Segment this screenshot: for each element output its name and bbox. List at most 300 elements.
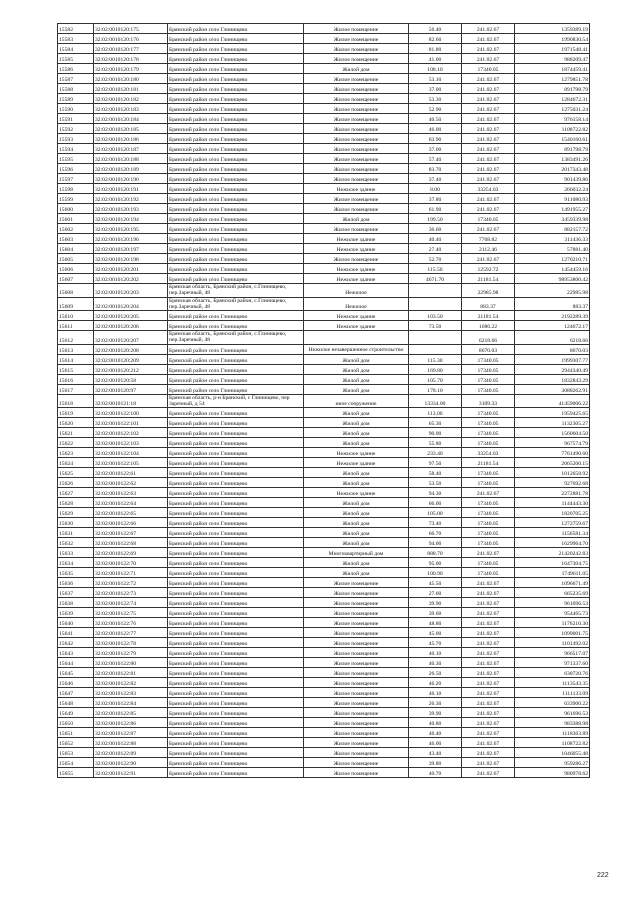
area: 26.30 [409,698,462,708]
area: 82.60 [409,34,462,44]
address: Брянский район село Глинищево [168,738,304,748]
cadastral-value: 1284672.31 [515,94,590,104]
address: Брянский район село Глинищево [168,24,304,34]
unit-rate: 241.02.67 [462,698,515,708]
cadastral-number: 32:02:0010122:79 [94,648,168,658]
table-row [58,458,590,468]
cadastral-number: 32:02:0010122:75 [94,608,168,618]
unit-rate: 241.02.67 [462,738,515,748]
row-number: 15603 [58,234,94,244]
cadastral-number: 32:02:0010122:101 [94,418,168,428]
cadastral-number: 32:02:0010122:88 [94,738,168,748]
table-row [58,264,590,274]
cadastral-value: 266032.24 [515,184,590,194]
unit-rate: 17340.05 [462,468,515,478]
cadastral-value: 1275031.24 [515,104,590,114]
cadastral-value: 41459006.22 [515,394,590,408]
address: Брянский район село Глинищево [168,508,304,518]
unit-rate: 8670.03 [462,344,515,354]
row-number: 15635 [58,568,94,578]
area: 40.40 [409,234,462,244]
table-row [58,568,590,578]
row-number: 15652 [58,738,94,748]
table-row [58,194,590,204]
unit-rate: 17340.05 [462,558,515,568]
cadastral-value: 959286.27 [515,758,590,768]
cadastral-number: 32:02:0010122:65 [94,508,168,518]
object-type: Жилой дом [304,558,409,568]
area: 113.00 [409,408,462,418]
row-number: 15601 [58,214,94,224]
row-number: 15613 [58,344,94,354]
address: Брянский район село Глинищево [168,114,304,124]
object-type: Жилое помещение [304,44,409,54]
object-type: Жилой дом [304,478,409,488]
table-row [58,518,590,528]
address: Брянский район село Глинищево [168,688,304,698]
area: 48.80 [409,618,462,628]
row-number: 15623 [58,448,94,458]
row-number: 15633 [58,548,94,558]
unit-rate: 1686.22 [462,321,515,331]
table-row [58,354,590,364]
cadastral-number: 32:02:0010120:190 [94,174,168,184]
cadastral-number: 32:02:0010122:100 [94,408,168,418]
area: 83.70 [409,164,462,174]
address: Брянский район село Глинищево [168,364,304,374]
object-type: Жилой дом [304,374,409,384]
table-row [58,408,590,418]
cadastral-number: 32:02:0010122:70 [94,558,168,568]
cadastral-value: 2065200.15 [515,458,590,468]
area [409,331,462,345]
cadastral-number: 32:02:0010121:18 [94,394,168,408]
table-row [58,668,590,678]
table-row [58,488,590,498]
address: Брянский район село Глинищево [168,274,304,284]
unit-rate: 241.02.67 [462,144,515,154]
unit-rate: 241.02.67 [462,668,515,678]
cadastral-value: 1111133.09 [515,688,590,698]
object-type: Жилое помещение [304,678,409,688]
cadastral-value: 1046055.48 [515,748,590,758]
row-number: 15594 [58,144,94,154]
table-row [58,758,590,768]
unit-rate: 17340.05 [462,214,515,224]
cadastral-value: 882157.72 [515,224,590,234]
unit-rate: 241.02.67 [462,204,515,214]
unit-rate: 241.02.67 [462,488,515,498]
table-row [58,608,590,618]
object-type: Многоквартирный дом [304,548,409,558]
unit-rate: 17340.05 [462,384,515,394]
cadastral-value: 961696.53 [515,598,590,608]
area: 52.90 [409,104,462,114]
unit-rate: 241.02.67 [462,608,515,618]
address: Брянская область, Брянский район, с.Глинищево, пер.Заречный, 48 [168,297,304,311]
area: 108.10 [409,64,462,74]
row-number: 15638 [58,598,94,608]
row-number: 15607 [58,274,94,284]
area: 94.30 [409,488,462,498]
row-number: 15614 [58,354,94,364]
address: Брянский район село Глинищево [168,528,304,538]
cadastral-value: 1540160.61 [515,134,590,144]
area: 90.00 [409,428,462,438]
row-number: 15650 [58,718,94,728]
cadastral-number: 32:02:0010120:97 [94,384,168,394]
unit-rate: 241.02.67 [462,194,515,204]
address: Брянский район село Глинищево [168,768,304,778]
cadastral-value: 1279851.78 [515,74,590,84]
row-number: 15597 [58,174,94,184]
address: Брянский район село Глинищево [168,408,304,418]
row-number: 15631 [58,528,94,538]
row-number: 15596 [58,164,94,174]
unit-rate: 12592.72 [462,264,515,274]
object-type [304,331,409,345]
cadastral-number: 32:02:0010122:66 [94,518,168,528]
address: Брянский район село Глинищево [168,518,304,528]
cadastral-value: 1629964.70 [515,538,590,548]
address: Брянский район село Глинищево [168,588,304,598]
row-number: 15585 [58,54,94,64]
object-type: Жилой дом [304,364,409,374]
unit-rate: 241.02.67 [462,54,515,64]
cadastral-value: 966517.07 [515,648,590,658]
row-number: 15588 [58,84,94,94]
cadastral-value: 1990830.54 [515,34,590,44]
area: 103.50 [409,311,462,321]
cadastral-number: 32:02:0010120:192 [94,194,168,204]
row-number: 15608 [58,284,94,298]
unit-rate: 17340.05 [462,528,515,538]
unit-rate: 241.02.67 [462,254,515,264]
cadastral-value: 633900.22 [515,698,590,708]
row-number: 15586 [58,64,94,74]
cadastral-value: 2944340.49 [515,364,590,374]
cadastral-value: 2192289.39 [515,311,590,321]
unit-rate: 241.02.67 [462,174,515,184]
cadastral-number: 32:02:0010120:185 [94,124,168,134]
object-type: Нежилое здание [304,321,409,331]
cadastral-value: 1491955.27 [515,204,590,214]
area: 40.30 [409,658,462,668]
address: Брянский район село Глинищево [168,64,304,74]
row-number: 15582 [58,24,94,34]
row-number: 15606 [58,264,94,274]
table-row [58,498,590,508]
cadastral-number: 32:02:0010120:212 [94,364,168,374]
address: Брянский район село Глинищево [168,164,304,174]
area: 66.00 [409,498,462,508]
address: Брянский район село Глинищево [168,478,304,488]
address: Брянский район село Глинищево [168,44,304,54]
area: 40.50 [409,114,462,124]
cadastral-number: 32:02:0010122:69 [94,548,168,558]
address: Брянский район село Глинищево [168,718,304,728]
row-number: 15654 [58,758,94,768]
area: 73.40 [409,518,462,528]
address: Брянский район село Глинищево [168,84,304,94]
area: 46.00 [409,738,462,748]
unit-rate: 17340.05 [462,374,515,384]
area: 8.00 [409,184,462,194]
area [409,297,462,311]
row-number: 15605 [58,254,94,264]
unit-rate: 21181.54 [462,274,515,284]
row-number: 15592 [58,124,94,134]
unit-rate: 17340.05 [462,64,515,74]
address: Брянский район село Глинищево [168,578,304,588]
object-type: Жилое помещение [304,738,409,748]
cadastral-number: 32:02:0010120:177 [94,44,168,54]
address: Брянский район село Глинищево [168,708,304,718]
object-type: Жилое помещение [304,114,409,124]
row-number: 15641 [58,628,94,638]
table-row [58,578,590,588]
cadastral-value: 98953800.42 [515,274,590,284]
cadastral-value: 1176210.30 [515,618,590,628]
cadastral-value: 2017343.48 [515,164,590,174]
cadastral-value: 1874459.41 [515,64,590,74]
object-type: Жилой дом [304,428,409,438]
cadastral-number: 32:02:0010122:74 [94,598,168,608]
row-number: 15651 [58,728,94,738]
address: Брянский район село Глинищево [168,758,304,768]
table-row [58,718,590,728]
cadastral-value: 1454459.16 [515,264,590,274]
unit-rate: 241.02.67 [462,588,515,598]
unit-rate: 241.02.67 [462,638,515,648]
address: Брянский район село Глинищево [168,74,304,84]
page-number: 222 [597,872,609,879]
cadastral-value: 1118363.89 [515,728,590,738]
row-number: 15636 [58,578,94,588]
cadastral-number: 32:02:0010120:208 [94,344,168,354]
object-type: Жилое помещение [304,204,409,214]
cadastral-value: 21420242.83 [515,548,590,558]
address: Брянский район село Глинищево [168,174,304,184]
unit-rate: 241.02.67 [462,758,515,768]
cadastral-value: 971337.60 [515,658,590,668]
row-number: 15649 [58,708,94,718]
address: Брянский район село Глинищево [168,104,304,114]
cadastral-number: 32:02:0010122:86 [94,718,168,728]
cadastral-number: 32:02:0010120:194 [94,214,168,224]
unit-rate: 17340.05 [462,364,515,374]
cadastral-number: 32:02:0010122:64 [94,498,168,508]
area: 40.70 [409,768,462,778]
cadastral-value: 1560604.50 [515,428,590,438]
cadastral-number: 32:02:0010122:67 [94,528,168,538]
cadastral-number: 32:02:0010120:202 [94,274,168,284]
unit-rate: 241.02.67 [462,84,515,94]
row-number: 15599 [58,194,94,204]
area: 95.00 [409,558,462,568]
cadastral-value: 1359389.19 [515,24,590,34]
row-number: 15583 [58,34,94,44]
area: 37.80 [409,194,462,204]
area: 888.70 [409,548,462,558]
object-type: Жилое помещение [304,34,409,44]
object-type: Нежилое незавершенное строительство [304,344,409,354]
cadastral-number: 32:02:0010120:188 [94,154,168,164]
object-type: Жилое помещение [304,718,409,728]
table-row [58,588,590,598]
object-type: Жилое помещение [304,758,409,768]
object-type: Нежилое здание [304,274,409,284]
address: Брянская область, р-н Брянский, с Глинищево, пер Заречный, д 54 [168,394,304,408]
object-type: Жилое помещение [304,648,409,658]
address: Брянский район село Глинищево [168,728,304,738]
cadastral-value: 911080.93 [515,194,590,204]
address: Брянский район село Глинищево [168,124,304,134]
row-number: 15610 [58,311,94,321]
unit-rate: 241.02.67 [462,688,515,698]
unit-rate: 17340.05 [462,498,515,508]
address: Брянский район село Глинищево [168,354,304,364]
table-row [58,214,590,224]
cadastral-number: 32:02:0010120:187 [94,144,168,154]
object-type: Жилое помещение [304,748,409,758]
unit-rate: 241.02.67 [462,154,515,164]
area: 27.60 [409,588,462,598]
address: Брянский район село Глинищево [168,428,304,438]
area: 37.00 [409,144,462,154]
object-type: Жилое помещение [304,54,409,64]
table-row [58,618,590,628]
cadastral-number: 32:02:0010122:78 [94,638,168,648]
cadastral-number: 32:02:0010122:104 [94,448,168,458]
address: Брянская область, Брянский район, с.Глинищево, пер.Заречный, 48 [168,284,304,298]
object-type: Жилое помещение [304,74,409,84]
cadastral-number: 32:02:0010122:85 [94,708,168,718]
table-row [58,24,590,34]
area: 37.00 [409,84,462,94]
table-row [58,74,590,84]
row-number: 15653 [58,748,94,758]
address: Брянский район село Глинищево [168,54,304,64]
table-row [58,284,590,298]
table-row [58,254,590,264]
cadastral-number: 32:02:0010122:89 [94,748,168,758]
cadastral-value: 980978.62 [515,768,590,778]
table-row [58,418,590,428]
row-number: 15643 [58,648,94,658]
cadastral-number: 32:02:0010122:77 [94,628,168,638]
area: 43.40 [409,748,462,758]
table-row [58,538,590,548]
table-row [58,94,590,104]
address: Брянский район село Глинищево [168,144,304,154]
address: Брянский район село Глинищево [168,94,304,104]
object-type: Жилое помещение [304,134,409,144]
object-type: иное сооружение [304,394,409,408]
object-type: Жилое помещение [304,254,409,264]
object-type: Жилое помещение [304,628,409,638]
area: 46.20 [409,678,462,688]
object-type: Жилое помещение [304,104,409,114]
row-number: 15604 [58,244,94,254]
row-number: 15612 [58,331,94,345]
area [409,284,462,298]
table-row [58,748,590,758]
object-type: Нежилое здание [304,244,409,254]
address: Брянский район село Глинищево [168,648,304,658]
cadastral-number: 32:02:0010120:182 [94,94,168,104]
cadastral-value: 1012658.92 [515,468,590,478]
object-type: Нежилое здание [304,458,409,468]
unit-rate: 241.02.67 [462,24,515,34]
unit-rate: 17340.05 [462,518,515,528]
unit-rate: 241.02.67 [462,648,515,658]
object-type: Жилое помещение [304,768,409,778]
cadastral-value: 1749611.05 [515,568,590,578]
cadastral-value: 3459339.98 [515,214,590,224]
table-row [58,598,590,608]
row-number: 15624 [58,458,94,468]
table-row [58,394,590,408]
cadastral-number: 32:02:0010122:72 [94,578,168,588]
row-number: 15591 [58,114,94,124]
unit-rate: 241.02.67 [462,134,515,144]
cadastral-value: 1832843.29 [515,374,590,384]
unit-rate: 33254.03 [462,448,515,458]
cadastral-value: 927692.68 [515,478,590,488]
table-row [58,384,590,394]
table-row [58,738,590,748]
table-row [58,428,590,438]
cadastral-value: 1959425.65 [515,408,590,418]
area: 26.50 [409,668,462,678]
table-row [58,154,590,164]
cadastral-value: 891798.79 [515,84,590,94]
row-number: 15646 [58,678,94,688]
object-type: Жилой дом [304,468,409,478]
unit-rate: 21181.54 [462,458,515,468]
cadastral-number: 32:02:0010120:205 [94,311,168,321]
object-type: Жилой дом [304,538,409,548]
unit-rate: 241.02.67 [462,708,515,718]
object-type: Жилое помещение [304,84,409,94]
unit-rate: 17340.05 [462,478,515,488]
cadastral-value: 891798.79 [515,144,590,154]
table-row [58,44,590,54]
area: 105.70 [409,374,462,384]
unit-rate: 241.02.67 [462,768,515,778]
object-type: Жилой дом [304,518,409,528]
object-type: Жилое помещение [304,688,409,698]
row-number: 15615 [58,364,94,374]
table-row [58,728,590,738]
unit-rate: 241.02.67 [462,578,515,588]
address: Брянский район село Глинищево [168,748,304,758]
unit-rate: 3109.33 [462,394,515,408]
cadastral-number: 32:02:0010122:102 [94,428,168,438]
object-type: Жилое помещение [304,588,409,598]
cadastral-value: 2272881.78 [515,488,590,498]
unit-rate: 241.02.67 [462,728,515,738]
object-type: Нежилое здание [304,184,409,194]
row-number: 15611 [58,321,94,331]
cadastral-value: 124672.17 [515,321,590,331]
unit-rate: 241.02.67 [462,164,515,174]
cadastral-number: 32:02:0010122:105 [94,458,168,468]
object-type: Жилой дом [304,384,409,394]
area: 63.90 [409,134,462,144]
cadastral-value-table [57,23,590,778]
